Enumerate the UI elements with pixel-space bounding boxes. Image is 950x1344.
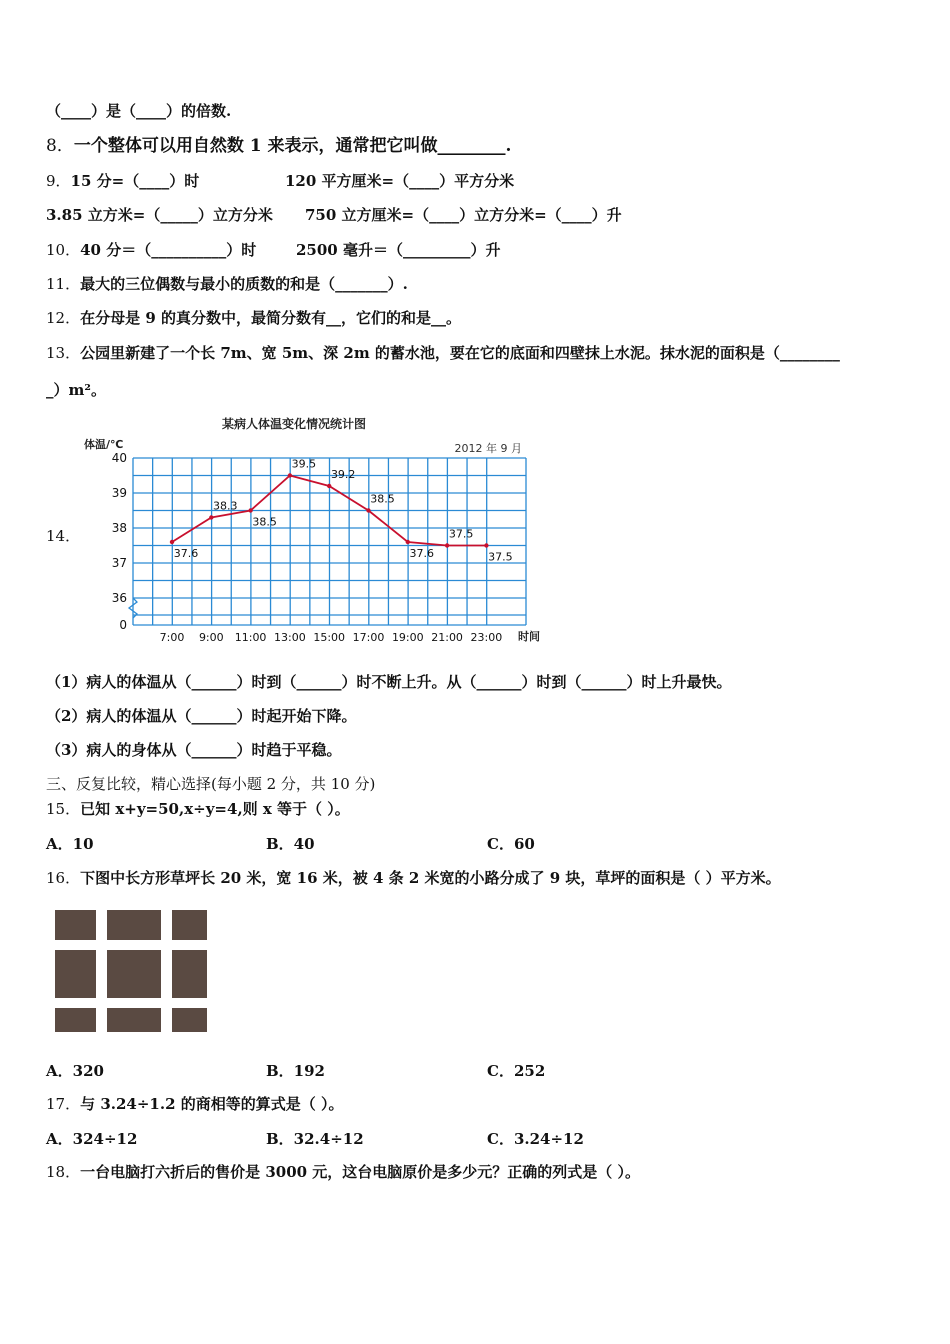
data-point [288,473,292,477]
y-tick-label: 40 [111,451,127,465]
x-tick-label: 21:00 [431,631,463,644]
q15-choice-a[interactable]: A．10 [46,835,94,853]
question-9d-text: 750 立方厘米=（____）立方分米=（____）升 [305,206,622,224]
question-number: 10． [46,241,81,259]
data-label: 37.6 [173,547,199,560]
question-number: 9． [46,172,71,190]
question-14-number [46,526,80,546]
question-14-part3 [46,740,341,760]
data-label: 37.5 [448,527,474,541]
question-9a-text: 15 分=（____）时 [70,172,200,190]
question-number: 12． [46,309,81,327]
question-14-part3-text: （3）病人的身体从（______）时趋于平稳。 [46,741,342,759]
chart-grid [133,458,526,625]
question-9-row1 [46,171,199,191]
data-point [366,508,370,512]
data-point [327,484,331,488]
section-3-heading-text: 三、反复比较，精心选择(每小题 2 分，共 10 分) [46,775,376,793]
x-tick-label: 7:00 [159,631,185,644]
y-tick-label: 0 [119,618,127,632]
x-tick-label: 13:00 [274,631,306,644]
x-tick-label: 15:00 [313,631,346,644]
path-vertical-2 [161,910,172,1032]
question-14-part2-text: （2）病人的体温从（______）时起开始下降。 [46,707,357,725]
question-number: 15． [46,800,81,818]
question-18-text: 一台电脑打六折后的售价是 3000 元，这台电脑原价是多少元？正确的列式是（ ）。 [80,1163,641,1181]
question-15-text: 已知 x+y=50,x÷y=4,则 x 等于（ ）。 [80,800,350,818]
question-13-tail: _）m²。 [46,381,106,399]
data-label: 38.5 [370,492,395,506]
question-9-c [46,205,273,225]
question-14-part2 [46,706,356,726]
data-point [406,540,410,544]
question-number: 13． [46,344,81,362]
question-17-text: 与 3.24÷1.2 的商相等的算式是（ ）。 [80,1095,344,1113]
question-number: 16． [46,869,81,887]
question-16 [46,868,781,888]
path-vertical-1 [96,910,107,1032]
prev-question-text: （____）是（____）的倍数. [46,102,232,120]
q17-choice-a[interactable]: A．324÷12 [46,1130,138,1148]
x-tick-label: 17:00 [352,631,385,644]
question-16-text: 下图中长方形草坪长 20 米，宽 16 米，被 4 条 2 米宽的小路分成了 9 块，草坪的面积是（ ）平方米。 [80,869,781,887]
question-10b-text: 2500 毫升＝（_________）升 [296,241,501,259]
q16-choice-b[interactable]: B．192 [266,1062,325,1080]
temperature-line-chart [80,410,560,650]
x-tick-labels [160,631,503,644]
path-horizontal-2 [55,998,207,1008]
question-8 [46,136,511,156]
x-axis-label: 时间 [518,630,540,643]
data-point [484,543,488,547]
x-tick-label: 9:00 [198,631,224,644]
question-14-part1 [46,672,731,692]
question-8-text: 一个整体可以用自然数 1 来表示，通常把它叫做________. [73,136,512,156]
question-11-text: 最大的三位偶数与最小的质数的和是（_______）. [80,275,408,293]
question-10-b [296,240,500,260]
question-number: 11． [46,275,81,293]
question-12-text: 在分母是 9 的真分数中，最简分数有__，它们的和是__。 [80,309,461,327]
x-tick-label: 23:00 [470,631,503,644]
q17-choice-c[interactable]: C．3.24÷12 [487,1130,584,1148]
data-label: 38.5 [252,515,277,529]
q17-choice-b[interactable]: B．32.4÷12 [266,1130,364,1148]
data-label: 37.6 [409,547,435,560]
x-tick-label: 11:00 [234,631,267,644]
path-horizontal-1 [55,940,207,950]
y-tick-label: 38 [111,521,127,535]
question-18 [46,1162,640,1182]
data-point [209,515,213,519]
question-number: 8． [46,136,74,156]
question-number: 18． [46,1163,81,1181]
x-tick-label: 19:00 [391,631,424,644]
data-point [170,540,174,544]
data-point [445,543,449,547]
lawn-rect [55,910,207,1032]
section-3-heading [46,774,375,794]
question-9-b [285,171,514,191]
q16-choice-a[interactable]: A．320 [46,1062,104,1080]
question-number: 14． [46,527,81,545]
question-9-d [305,205,622,225]
lawn-diagram [55,910,207,1032]
question-number: 17． [46,1095,81,1113]
data-label: 38.3 [213,499,238,513]
data-label: 39.2 [330,468,356,481]
question-9c-text: 3.85 立方米=（_____）立方分米 [46,206,273,224]
q15-choice-b[interactable]: B．40 [266,835,315,853]
prev-question-tail [46,101,231,121]
y-tick-label: 39 [111,486,127,500]
y-tick-label: 36 [111,591,127,605]
question-15 [46,799,350,819]
chart-date-label: 2012 年 9 月 [454,442,522,455]
question-17 [46,1094,343,1114]
question-11 [46,274,408,294]
question-9b-text: 120 平方厘米=（____）平方分米 [285,172,515,190]
y-axis-label: 体温/℃ [84,438,124,451]
q15-choice-c[interactable]: C．60 [487,835,535,853]
question-13-cont [46,380,106,400]
question-13-text: 公园里新建了一个长 7m、宽 5m、深 2m 的蓄水池，要在它的底面和四壁抹上水泥。抹水泥的面积是（________ [80,344,840,362]
question-12 [46,308,461,328]
question-10-a [46,240,256,260]
y-tick-labels [112,451,127,632]
question-10a-text: 40 分＝（__________）时 [80,241,257,259]
data-point [248,508,252,512]
question-13 [46,343,840,363]
data-label: 37.5 [488,550,513,564]
question-14-part1-text: （1）病人的体温从（______）时到（______）时不断上升。从（______）时到（______）时上升最快。 [46,673,732,691]
chart-title: 某病人体温变化情况统计图 [221,417,367,431]
y-tick-label: 37 [111,556,127,570]
data-label: 39.5 [291,457,317,471]
q16-choice-c[interactable]: C．252 [487,1062,546,1080]
